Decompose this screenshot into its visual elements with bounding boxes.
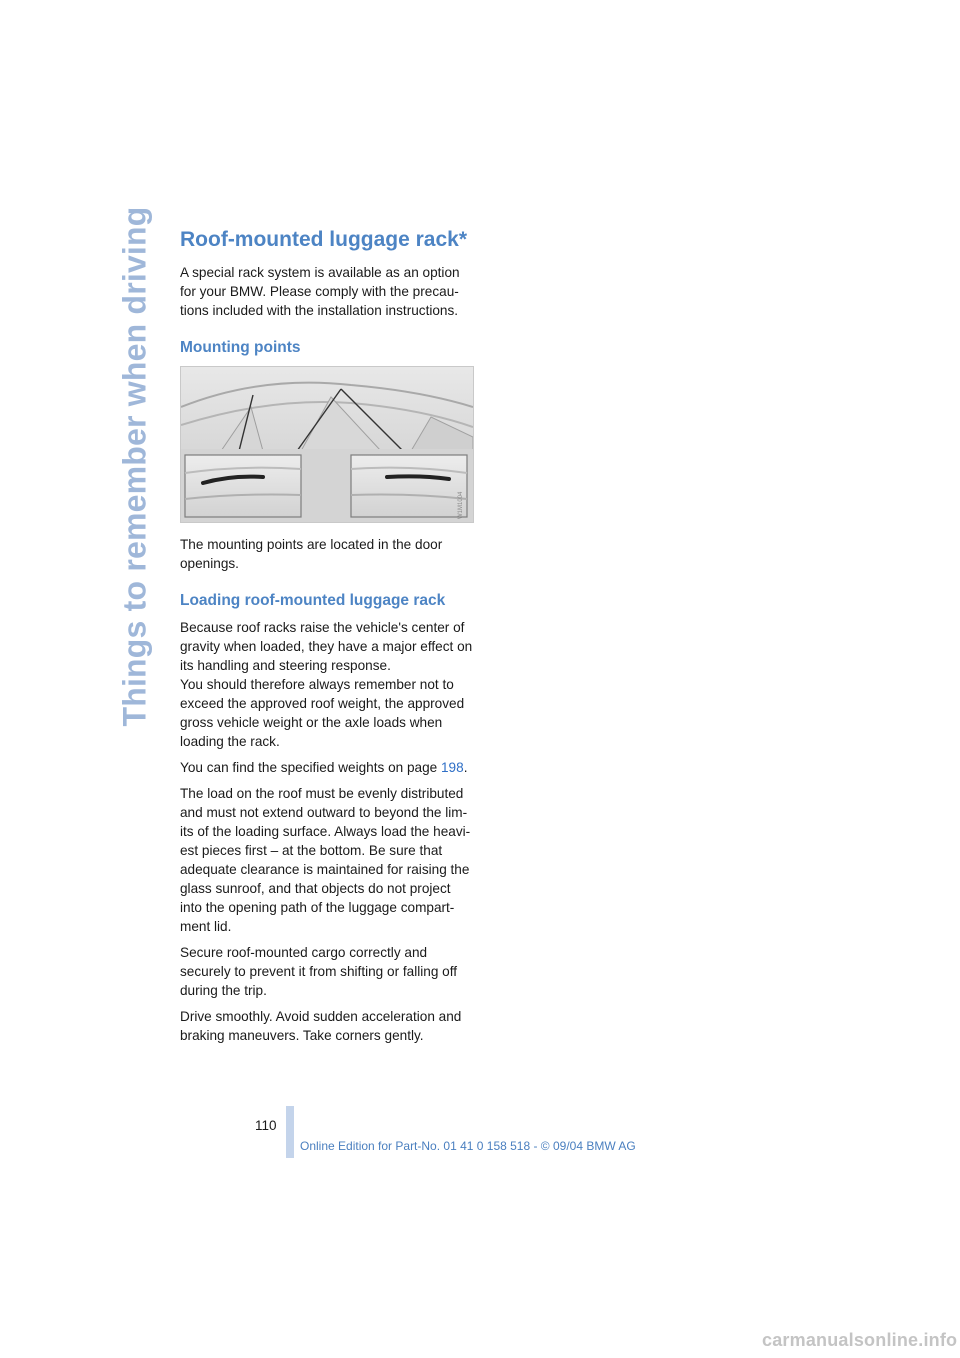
side-section-title: Things to remember when driving: [116, 205, 153, 727]
page-title: Roof-mounted luggage rack*: [180, 228, 468, 251]
mounting-points-caption: The mounting points are located in the door openings.: [180, 537, 443, 572]
weights-paragraph: You can find the specified weights on page 198.: [180, 759, 468, 775]
intro-paragraph: A special rack system is available as an option for your BMW. Please comply with the precau-tions included with the installation instructions.: [180, 265, 460, 319]
loading-paragraph-1a: Because roof racks raise the vehicle's center of gravity when loaded, they have a major effect on its handling and steering response.: [180, 619, 473, 673]
mounting-points-heading: Mounting points: [180, 339, 301, 357]
site-watermark: carmanualsonline.info: [762, 1330, 958, 1350]
car-roof-illustration: [181, 367, 473, 522]
footer-accent-bar: [286, 1106, 294, 1158]
figure-code: W1M1004: [458, 492, 464, 520]
loading-paragraph-1b: You should therefore always remember not to exceed the approved roof weight, the approved gross vehicle weight or the axle loads when loading the rack.: [180, 676, 465, 749]
main-content: [180, 226, 476, 1052]
page-number: 110: [255, 1118, 277, 1133]
secure-cargo-paragraph: Secure roof-mounted cargo correctly and securely to prevent it from shifting or falling off during the trip.: [180, 944, 458, 998]
mounting-points-figure: [180, 366, 474, 523]
drive-smoothly-paragraph: Drive smoothly. Avoid sudden acceleration and braking maneuvers. Take corners gently.: [180, 1008, 462, 1043]
page-198-link[interactable]: 198: [441, 759, 464, 775]
loading-rack-heading: Loading roof-mounted luggage rack: [180, 592, 446, 610]
load-distribution-paragraph: The load on the roof must be evenly distributed and must not extend outward to beyond the lim-its of the loading surface. Always load the heavi-est pieces first – at the bottom. Be sure that adequate clearance is maintained for raising the glass sunroof, and that objects do not project into the opening path of the luggage compart-ment lid.: [180, 785, 471, 934]
footer-edition-text: Online Edition for Part-No. 01 41 0 158 518 - © 09/04 BMW AG: [300, 1139, 636, 1153]
